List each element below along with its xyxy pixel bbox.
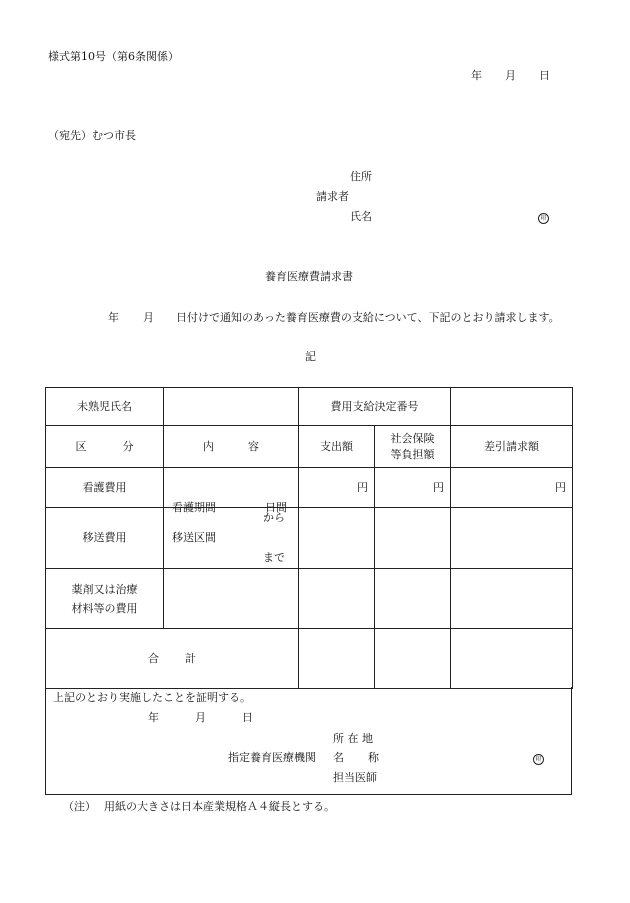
transport-label: 移送費用 [46,508,164,569]
ki-label: 記 [305,350,316,363]
table-row-total [46,629,573,689]
infant-name-cell [164,388,299,426]
claimant-name-label: 氏名 [350,210,372,223]
certification-year: 年 [148,711,159,724]
date-year-label: 年 [471,69,482,82]
header-content: 内 容 [164,426,299,468]
drug-claim [451,569,573,629]
document-title: 養育医療費請求書 [265,270,353,283]
date-day-label: 日 [539,69,550,82]
nursing-insurance: 円 [375,468,451,508]
claimant-seal-mark [538,210,549,224]
transport-section-label: 移送区間 [172,531,216,544]
claimant-address-label: 住所 [350,170,372,183]
nursing-claim: 円 [451,468,573,508]
drug-label: 薬剤又は治療 材料等の費用 [46,569,164,629]
header-claim: 差引請求額 [451,426,573,468]
transport-content [164,508,299,569]
table-row-header [46,426,573,468]
table-row-transport [46,508,573,569]
drug-expenditure [299,569,375,629]
doctor-label: 担当医師 [333,771,377,784]
name-label-1: 名 [333,751,344,764]
certification-statement: 上記のとおり実施したことを証明する。 [53,691,251,704]
transport-from-label: から [263,511,285,524]
nursing-expenditure: 円 [299,468,375,508]
nursing-period-label: 看護期間 [172,500,216,514]
note-label: （注） [63,800,96,813]
transport-to-label: まで [263,551,285,564]
nursing-label: 看護費用 [46,468,164,508]
addressee: （宛先）むつ市長 [48,129,136,142]
header-expenditure: 支出額 [299,426,375,468]
total-expenditure [299,629,375,689]
header-insurance: 社会保険 等負担額 [375,426,451,468]
expense-table [45,387,573,689]
nursing-content [164,468,299,514]
institution-label: 指定養育医療機関 [228,751,316,764]
nursing-days-label: 日間 [265,500,287,514]
total-claim [451,629,573,689]
intro-year: 年 [108,311,119,324]
certification-day: 日 [242,711,253,724]
total-insurance [375,629,451,689]
table-row-nursing [46,468,573,508]
date-month-label: 月 [505,69,516,82]
table-row-drug [46,569,573,629]
header-category: 区 分 [46,426,164,468]
transport-claim [451,508,573,569]
total-label: 合 計 [46,629,299,689]
certification-month: 月 [195,711,206,724]
note-text: 用紙の大きさは日本産業規格Ａ４縦長とする。 [104,800,335,813]
intro-month: 月 [143,311,154,324]
drug-content [164,569,299,629]
infant-name-label: 未熟児氏名 [46,388,164,426]
transport-expenditure [299,508,375,569]
name-label-2: 称 [368,751,379,764]
decision-number-cell [451,388,573,426]
transport-insurance [375,508,451,569]
drug-insurance [375,569,451,629]
certification-seal-mark [533,751,544,765]
seal-icon: 印 [538,213,549,224]
decision-number-label: 費用支給決定番号 [299,388,451,426]
table-row-infant [46,388,573,426]
form-number: 様式第10号（第6条関係） [48,50,179,63]
claimant-role-label: 請求者 [316,190,349,203]
certification-box [45,687,572,795]
seal-icon: 印 [533,754,544,765]
intro-text: 日付けで通知のあった養育医療費の支給について、下記のとおり請求します。 [176,311,560,324]
location-label: 所 在 地 [333,732,373,745]
